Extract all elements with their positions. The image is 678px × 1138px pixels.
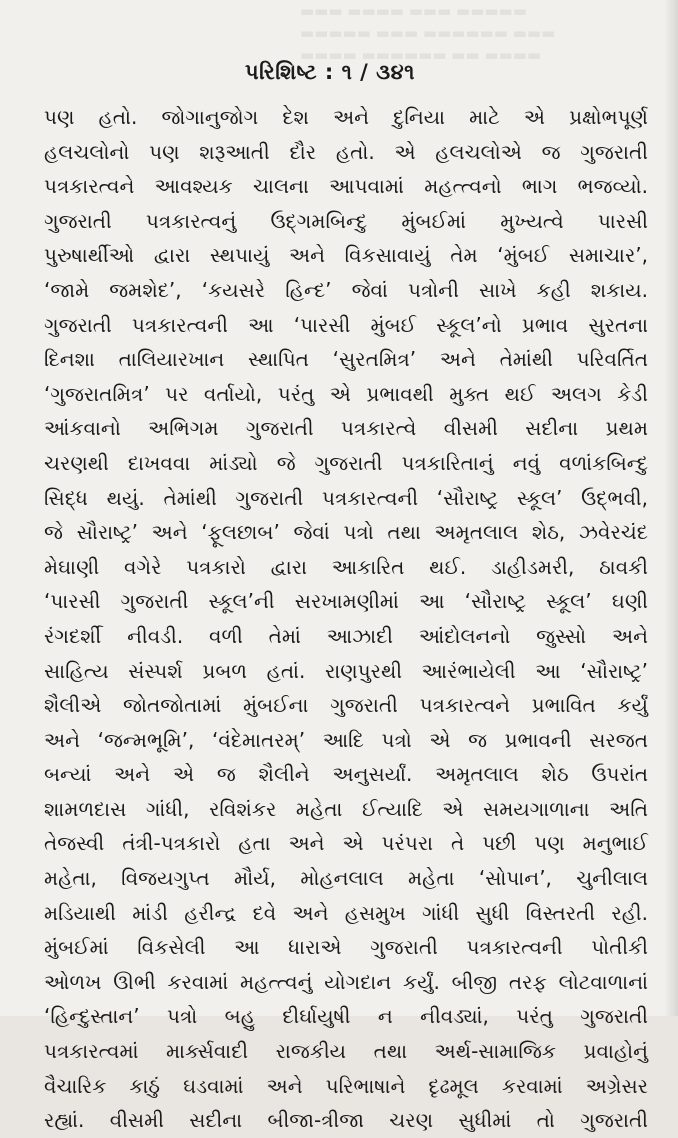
body-text — [44, 100, 648, 1138]
page-header: પરિશિષ્ટ : ૧ / ૩૪૧ — [245, 60, 415, 84]
text-line: ચરણથી દાખવવા માંડ્યો જે ગુજરાતી પત્રકારિતાનું નવું વળાંકબિન્દુ — [44, 450, 648, 475]
text-line: સાહિત્ય સંસ્પર્શ પ્રબળ હતાં. રાણપુરથી આરંભાયેલી આ ‘સૌરાષ્ટ્ર’ — [44, 658, 649, 683]
text-line: રહ્યાં. વીસમી સદીના બીજા-ત્રીજા ચરણ સુધીમાં તો ગુજરાતી — [44, 1108, 648, 1133]
text-line: પુરુષાર્થીઓ દ્વારા સ્થપાયું અને વિકસાવાયું તેમ ‘મુંબઈ સમાચાર’, — [44, 243, 648, 268]
text-line: શૈલીએ જોતજોતામાં મુંબઈના ગુજરાતી પત્રકારત્વને પ્રભાવિત કર્યું — [44, 693, 648, 718]
text-line: મહેતા, વિજયગુપ્ત મૌર્ય, મોહનલાલ મહેતા ‘સોપાન’, ચુનીલાલ — [44, 866, 648, 891]
text-line: મુંબઈમાં વિકસેલી આ ધારાએ ગુજરાતી પત્રકારત્વની પોતીકી — [44, 935, 648, 960]
text-line: ગુજરાતી પત્રકારત્વની આ ‘પારસી મુંબઈ સ્કૂલ’નો પ્રભાવ સુરતના — [44, 312, 648, 337]
text-line: ‘હિન્દુસ્તાન’ પત્રો બહુ દીર્ઘાયુષી ન નીવડ્યાં, પરંતુ ગુજરાતી — [44, 1004, 648, 1029]
text-line: દિનશા તાલિયારખાન સ્થાપિત ‘સુરતમિત્ર’ અને તેમાંથી પરિવર્તિત — [44, 347, 648, 372]
text-line: રંગદર્શી નીવડી. વળી તેમાં આઝાદી આંદોલનનો જુસ્સો અને — [44, 623, 648, 648]
text-line: ‘ગુજરાતમિત્ર’ પર વર્તાયો, પરંતુ એ પ્રભાવથી મુક્ત થઈ અલગ કેડી — [44, 381, 648, 406]
text-line: શામળદાસ ગાંધી, રવિશંકર મહેતા ઈત્યાદિ એ સમયગાળાના અતિ — [44, 796, 648, 821]
text-line: પત્રકારત્વને આવશ્યક ચાલના આપવામાં મહત્ત્વનો ભાગ ભજવ્યો. — [44, 174, 648, 199]
text-line: મડિયાથી માંડી હરીન્દ્ર દવે અને હસમુખ ગાંધી સુધી વિસ્તરતી રહી. — [44, 900, 648, 925]
text-line: મેઘાણી વગેરે પત્રકારો દ્વારા આકારિત થઈ. ડાહીડમરી, ઠાવકી — [44, 554, 648, 579]
text-line: સિદ્ધ થયું. તેમાંથી ગુજરાતી પત્રકારત્વની ‘સૌરાષ્ટ્ર સ્કૂલ’ ઉદ્ભવી, — [44, 485, 648, 510]
show-through-text: ▬▬▬ ▬▬▬▬ ▬▬▬ ▬▬▬▬▬ ▬▬▬▬▬ ▬▬▬ ▬▬▬▬▬▬ ▬▬▬ ▬▬▬▬ ▬▬▬▬▬▬ ▬▬ ▬▬▬▬ — [300, 2, 556, 64]
text-line: પણ હતો. જોગાનુજોગ દેશ અને દુનિયા માટે એ પ્રક્ષોભપૂર્ણ — [44, 105, 648, 129]
text-line: હલચલોનો પણ શરૂઆતી દૌર હતો. એ હલચલોએ જ ગુજરાતી — [44, 139, 648, 164]
text-line: ગુજરાતી પત્રકારત્વનું ઉદ્ગમબિન્દુ મુંબઈમાં મુખ્યત્વે પારસી — [44, 208, 648, 233]
text-line: ઓળખ ઊભી કરવામાં મહત્ત્વનું યોગદાન કર્યું. બીજી તરફ લોટવાળાનાં — [44, 969, 648, 994]
text-line: અને ‘જન્મભૂમિ’, ‘વંદેમાતરમ્’ આદિ પત્રો એ જ પ્રભાવની સરજત — [44, 727, 648, 752]
text-line: જે સૌરાષ્ટ્ર’ અને ‘ફૂલછાબ’ જેવાં પત્રો તથા અમૃતલાલ શેઠ, ઝવેરચંદ — [44, 520, 648, 545]
text-line: પત્રકારત્વમાં માર્ક્સવાદી રાજકીય તથા અર્થ-સામાજિક પ્રવાહોનું — [44, 1039, 648, 1064]
text-line: ‘જામે જમશેદ’, ‘કયસરે હિન્દ’ જેવાં પત્રોની સાખે કહી શકાય. — [44, 277, 648, 302]
text-line: બન્યાં અને એ જ શૈલીને અનુસર્યાં. અમૃતલાલ શેઠ ઉપરાંત — [44, 762, 648, 787]
text-line: તેજસ્વી તંત્રી-પત્રકારો હતા અને એ પરંપરા તે પછી પણ મનુભાઈ — [44, 831, 648, 856]
text-line: વૈચારિક કાઠું ઘડવામાં અને પરિભાષાને દૃઢમૂલ કરવામાં અગ્રેસર — [44, 1073, 648, 1098]
text-line: ‘પારસી ગુજરાતી સ્કૂલ’ની સરખામણીમાં આ ‘સૌરાષ્ટ્ર સ્કૂલ’ ઘણી — [44, 589, 648, 614]
text-line: આંકવાનો અભિગમ ગુજરાતી પત્રકારત્વે વીસમી સદીના પ્રથમ — [44, 416, 648, 441]
